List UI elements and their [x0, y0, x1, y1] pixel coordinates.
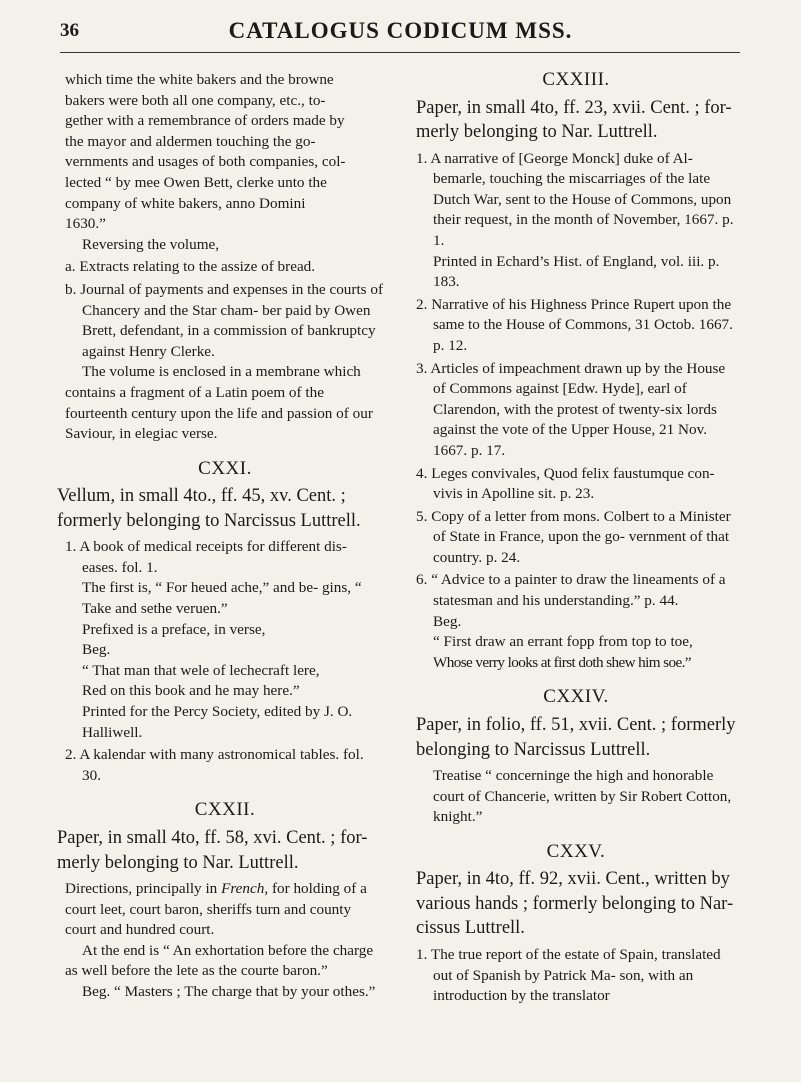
intro-line: bakers were both all one company, etc., to-	[65, 91, 326, 109]
left-column	[57, 70, 385, 1003]
item-text: Articles of impeachment drawn up by the House of Commons against [Edw. Hyde], earl of Clarendon, with the protest of twenty-six lords against the vote of the Upper House, 21 Nov. 1667. p. 17.	[430, 359, 726, 459]
cxxii-beg: Beg. “ Masters ; The charge that by your othes.”	[82, 982, 376, 1000]
intro-line: 1630.”	[65, 215, 106, 233]
entry-description-cxxiii: Paper, in small 4to, ff. 23, xvii. Cent. ; for- merly belonging to Nar. Luttrell.	[416, 97, 732, 143]
cxxiii-item-4	[416, 464, 736, 505]
cxxiii-item-2	[416, 295, 736, 357]
cxxii-end-note: At the end is “ An exhortation before the charge as well before the lete as the courte baron.”	[65, 941, 374, 980]
running-head: CATALOGUS CODICUM MSS.	[228, 18, 573, 43]
cxxi-beg: Beg.	[82, 641, 111, 659]
verse-line-1: “ First draw an errant fopp from top to toe,	[433, 633, 693, 651]
cxxi-first-is: The first is, “ For heued ache,” and be- gins, “ Take and sethe veruen.”	[82, 579, 362, 618]
cxxi-item-2	[65, 745, 385, 786]
intro-line: company of white bakers, anno Domini	[65, 194, 306, 212]
reverse-item-b	[65, 280, 385, 362]
item-text: Copy of a letter from mons. Colbert to a Minister of State in France, upon the go- vernment of that country. p. 24.	[431, 507, 731, 566]
entry-description-cxxi: Vellum, in small 4to., ff. 45, xv. Cent. ; formerly belonging to Narcissus Luttrell.	[57, 486, 361, 531]
entry-description-cxxii: Paper, in small 4to, ff. 58, xvi. Cent. ; for- merly belonging to Nar. Luttrell.	[57, 828, 368, 873]
intro-line: gether with a remembrance of orders made by	[65, 112, 345, 130]
item-text: Extracts relating to the assize of bread.	[79, 258, 316, 276]
cxxiv-treatise: Treatise “ concerninge the high and honorable court of Chancerie, written by Sir Robert Cotton, knight.”	[433, 767, 732, 826]
verse-line-2: Red on this book and he may here.”	[82, 682, 300, 700]
item-number: 5.	[416, 507, 428, 525]
item-number: 2.	[416, 295, 428, 313]
cxxi-printed-note: Printed for the Percy Society, edited by J. O. Halliwell.	[82, 703, 353, 741]
item-text: A book of medical receipts for different dis- eases. fol. 1.	[79, 538, 347, 576]
directions-text: , for holding of a court leet, court baron, sheriffs turn and county court and hundred court.	[65, 880, 367, 939]
intro-line: which time the white bakers and the browne	[65, 71, 334, 88]
right-column	[416, 70, 736, 1007]
entry-heading-cxxii: CXXII.	[194, 799, 256, 821]
entry-heading-cxxiii: CXXIII.	[542, 69, 610, 90]
intro-line: lected “ by mee Owen Bett, clerke unto the	[65, 173, 327, 191]
item-number: 1.	[65, 538, 77, 556]
item-text: Narrative of his Highness Prince Rupert upon the same to the House of Commons, 31 Octob. 1667. p. 12.	[431, 295, 733, 354]
item-number: 3.	[416, 359, 428, 377]
item-text: Leges convivales, Quod felix faustumque con- vivis in Apolline sit. p. 23.	[431, 464, 715, 503]
cxxiii-item-1	[416, 149, 736, 252]
intro-line: vernments and usages of both companies, col-	[65, 153, 346, 171]
entry-heading-cxxi: CXXI.	[198, 457, 252, 479]
item-text: Journal of payments and expenses in the courts of Chancery and the Star cham- ber paid by Owen Brett, defendant, in a commission of bankruptcy against Henry Clerke.	[80, 280, 384, 360]
item-text: A narrative of [George Monck] duke of Al- bemarle, touching the miscarriages of the late Dutch War, sent to the House of Commons, upon their request, in the month of November, 1667. p. 1.	[430, 149, 734, 249]
cxxiii-item-1-note: Printed in Echard’s Hist. of England, vol. iii. p. 183.	[433, 252, 720, 291]
entry-heading-cxxv: CXXV.	[546, 840, 606, 862]
intro-line: the mayor and aldermen touching the go-	[65, 132, 316, 150]
verse-line-2: Whose verry looks at first doth shew him soe.”	[433, 653, 691, 671]
entry-description-cxxv: Paper, in 4to, ff. 92, xvii. Cent., written by various hands ; formerly belonging to Nar- cissus Luttrell.	[416, 869, 734, 939]
directions-text: Directions, principally in	[65, 880, 222, 897]
item-text: The true report of the estate of Spain, translated out of Spanish by Patrick Ma- son, with an introduction by the translator	[430, 945, 721, 1005]
item-number: 1.	[416, 149, 428, 167]
cxxi-item-1	[65, 537, 385, 578]
item-number: 2.	[65, 746, 77, 764]
item-label: a.	[65, 258, 76, 276]
verse-line-1: “ That man that wele of lechecraft lere,	[82, 661, 320, 679]
cxxiii-item-6	[416, 570, 736, 611]
item-number: 6.	[416, 571, 428, 589]
entry-description-cxxiv: Paper, in folio, ff. 51, xvii. Cent. ; formerly belonging to Narcissus Luttrell.	[416, 715, 736, 760]
item-text: “ Advice to a painter to draw the lineaments of a statesman and his understanding.” p. 44.	[431, 571, 726, 610]
cxxii-directions	[65, 879, 385, 941]
item-text: A kalendar with many astronomical tables. fol. 30.	[79, 746, 364, 784]
header-rule	[60, 52, 740, 53]
directions-language: French	[221, 880, 265, 897]
cxxiii-item-6-beg: Beg.	[433, 612, 462, 630]
enclosed-note: The volume is enclosed in a membrane which contains a fragment of a Latin poem of the fourteenth century upon the life and passion of our Saviour, in elegiac verse.	[65, 363, 373, 443]
cxxv-item-1	[416, 945, 736, 1007]
item-label: b.	[65, 280, 77, 298]
cxxi-prefixed: Prefixed is a preface, in verse,	[82, 620, 266, 638]
entry-heading-cxxiv: CXXIV.	[543, 686, 609, 708]
reversing-note: Reversing the volume,	[82, 235, 220, 253]
item-number: 1.	[416, 945, 428, 963]
item-number: 4.	[416, 464, 428, 482]
reverse-item-a	[65, 257, 385, 278]
page-number: 36	[60, 20, 79, 41]
cxxiii-item-5	[416, 507, 736, 569]
intro-paragraph	[65, 70, 385, 235]
cxxiii-item-3	[416, 359, 736, 462]
